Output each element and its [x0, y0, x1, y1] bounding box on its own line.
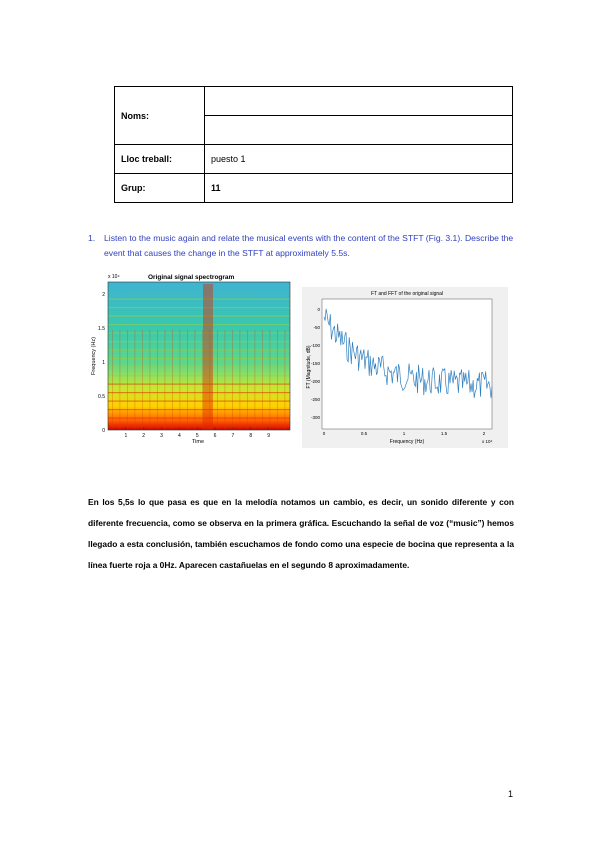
spectrogram-onset-line	[142, 330, 143, 430]
lloc-treball-value: puesto 1	[205, 145, 513, 174]
fft-ytick-label: -50	[313, 325, 320, 330]
spectrogram-exponent: x 10⁴	[108, 274, 120, 280]
spectrogram-xtick-label: 7	[231, 433, 235, 439]
spectrogram-xtick-label: 9	[267, 433, 270, 439]
spectrogram-harmonic-band	[108, 299, 290, 300]
spectrogram-ytick-label: 2	[102, 291, 105, 298]
spectrogram-onset-line	[255, 330, 256, 430]
spectrogram-xtick-label: 6	[213, 433, 217, 439]
fft-xtick-label: 1.5	[440, 431, 448, 436]
spectrogram-onset-line	[247, 330, 248, 430]
spectrogram-event-region	[203, 284, 213, 430]
spectrogram-onset-line	[112, 330, 113, 430]
noms-value-1	[205, 87, 513, 116]
spectrogram-onset-line	[165, 330, 166, 430]
spectrogram-xtick-label: 8	[249, 433, 253, 439]
spectrogram-xlabel: Time	[191, 439, 205, 445]
fft-ytick-label: -250	[310, 397, 320, 402]
spectrogram-onset-line	[150, 330, 151, 430]
spectrogram-harmonic-band	[108, 316, 290, 317]
spectrogram-harmonic-band	[108, 324, 290, 325]
spectrogram-onset-line	[232, 330, 233, 430]
spectrogram-xtick-label: 1	[124, 433, 128, 439]
spectrogram-onset-line	[277, 330, 278, 430]
fft-xlabel: Frequency (Hz)	[389, 439, 425, 445]
spectrogram-onset-line	[285, 330, 286, 430]
question-1	[88, 231, 516, 261]
spectrogram-onset-line	[187, 330, 188, 430]
fft-ytick-label: 0	[317, 307, 320, 312]
spectrogram-onset-line	[262, 330, 263, 430]
spectrogram-onset-line	[127, 330, 128, 430]
spectrogram-xtick-label: 2	[142, 433, 146, 439]
fft-xtick-label: 0	[322, 431, 326, 436]
fft-xtick-label: 2	[482, 431, 486, 436]
fft-yticks	[311, 307, 321, 420]
lloc-treball-label: Lloc treball:	[115, 145, 205, 174]
question-number: 1.	[88, 233, 96, 243]
spectrogram-harmonic-band	[108, 307, 290, 308]
spectrogram-onset-line	[195, 330, 196, 430]
fft-figure	[302, 287, 508, 448]
spectrogram-onset-line	[202, 330, 203, 430]
spectrogram-onset-line	[225, 330, 226, 430]
question-text: Listen to the music again and relate the musical events with the content of the STFT (Fig. 3.1). Describe the event that causes the change in the STFT at approximately 5.5s.	[104, 233, 514, 258]
fft-ytick-label: -200	[310, 379, 320, 384]
fft-ytick-label: -100	[310, 343, 320, 348]
fft-xtick-label: 0.5	[360, 431, 368, 436]
spectrogram-xtick-label: 4	[177, 433, 181, 439]
spectrogram-ytick-label: 0.5	[98, 393, 105, 400]
spectrogram-ytick-label: 0	[102, 428, 105, 434]
grup-label: Grup:	[115, 174, 205, 203]
fft-ylabel: FT (Magnitude, dB)	[306, 345, 312, 389]
spectrogram-onset-line	[120, 330, 121, 430]
spectrogram-onset-line	[157, 330, 158, 430]
spectrogram-ytick-label: 1.5	[98, 325, 105, 332]
info-table	[114, 86, 513, 203]
grup-value: 11	[205, 174, 513, 203]
spectrogram-figure	[88, 270, 298, 448]
spectrogram-onset-line	[180, 330, 181, 430]
page-number: 1	[508, 789, 514, 799]
spectrogram-ylabel: Frequency (Hz)	[91, 337, 97, 375]
spectrogram-onset-line	[270, 330, 271, 430]
spectrogram-xtick-label: 5	[195, 433, 199, 439]
spectrogram-onset-line	[240, 330, 241, 430]
fft-axes-box	[322, 299, 492, 429]
spectrogram-yticks	[98, 292, 105, 434]
spectrogram-ytick-label: 1	[102, 359, 105, 366]
spectrogram-title: Original signal spectrogram	[148, 274, 235, 281]
fft-xticks	[323, 431, 486, 436]
fft-ytick-label: -300	[310, 415, 320, 420]
fft-ytick-label: -150	[310, 361, 320, 366]
spectrogram-onset-line	[217, 330, 218, 430]
answer-paragraph: En los 5,5s lo que pasa es que en la melodía notamos un cambio, es decir, un sonido diferente y con diferente frecuencia, como se observa en la primera gráfica. Escuchando la señal de voz (“music”) hemos llegado a esta conclusión, también escuchamos de fondo como una especie de bocina que representa a la línea fuerte roja a 0Hz. Aparecen castañuelas en el segundo 8 aproximadamente.	[88, 497, 514, 570]
spectrogram-onset-line	[135, 330, 136, 430]
fft-xtick-label: 1	[402, 431, 406, 436]
spectrogram-xtick-label: 3	[160, 433, 163, 439]
noms-value-2	[205, 116, 513, 145]
spectrogram-onset-line	[172, 330, 173, 430]
fft-exponent: x 10⁴	[482, 439, 493, 444]
noms-label: Noms:	[115, 87, 205, 145]
fft-title: FT and FFT of the original signal	[370, 291, 444, 297]
